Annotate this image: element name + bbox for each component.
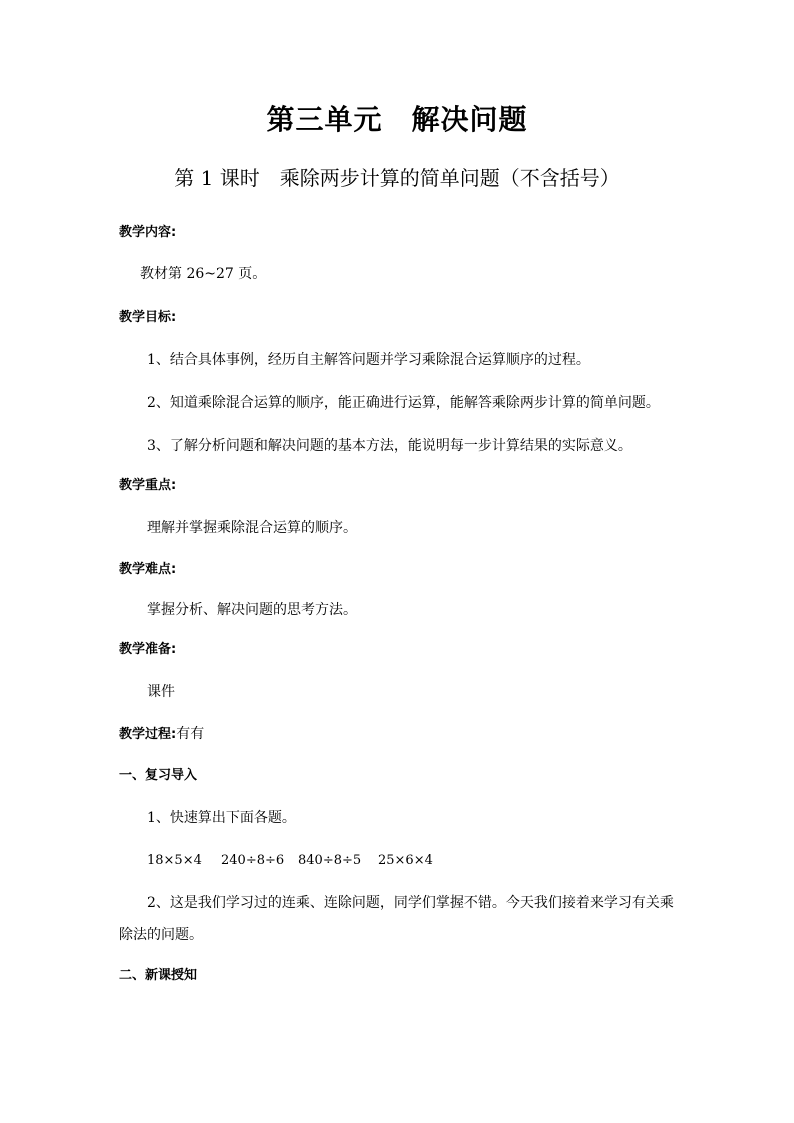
- preparation-text: 课件: [147, 684, 175, 700]
- review-heading: 一、复习导入: [119, 768, 198, 783]
- exercise-1: 18×5×4: [147, 853, 202, 868]
- content-text: 教材第 26~27 页。: [140, 266, 267, 282]
- review-item-2-line-2: 除法的问题。: [119, 927, 203, 943]
- goals-heading: 教学目标:: [119, 310, 177, 325]
- difficulties-heading: 教学难点:: [119, 562, 177, 577]
- key-points-heading: 教学重点:: [119, 478, 177, 493]
- exercise-3: 840÷8÷5: [298, 853, 362, 868]
- new-lesson-heading: 二、新课授知: [119, 968, 198, 983]
- exercise-2: 240÷8÷6: [221, 853, 285, 868]
- process-heading: 教学过程:: [119, 727, 177, 742]
- process-extra-text: 有有: [176, 726, 205, 742]
- preparation-heading: 教学准备:: [119, 642, 177, 657]
- review-item-2-line-1: 2、这是我们学习过的连乘、连除问题，同学们掌握不错。今天我们接着来学习有关乘: [147, 895, 674, 911]
- goal-item-1: 1、结合具体事例，经历自主解答问题并学习乘除混合运算顺序的过程。: [147, 352, 590, 368]
- process-line: [119, 724, 204, 745]
- difficulties-text: 掌握分析、解决问题的思考方法。: [147, 602, 357, 618]
- review-item-1: 1、快速算出下面各题。: [147, 810, 296, 826]
- goal-item-2: 2、知道乘除混合运算的顺序，能正确进行运算，能解答乘除两步计算的简单问题。: [147, 395, 660, 411]
- document-subtitle: 第 1 课时 乘除两步计算的简单问题（不含括号）: [174, 166, 620, 190]
- exercise-4: 25×6×4: [378, 853, 433, 868]
- goal-item-3: 3、了解分析问题和解决问题的基本方法，能说明每一步计算结果的实际意义。: [147, 438, 632, 454]
- document-title: 第三单元 解决问题: [266, 103, 528, 136]
- content-heading: 教学内容:: [119, 225, 177, 240]
- key-points-text: 理解并掌握乘除混合运算的顺序。: [147, 520, 357, 536]
